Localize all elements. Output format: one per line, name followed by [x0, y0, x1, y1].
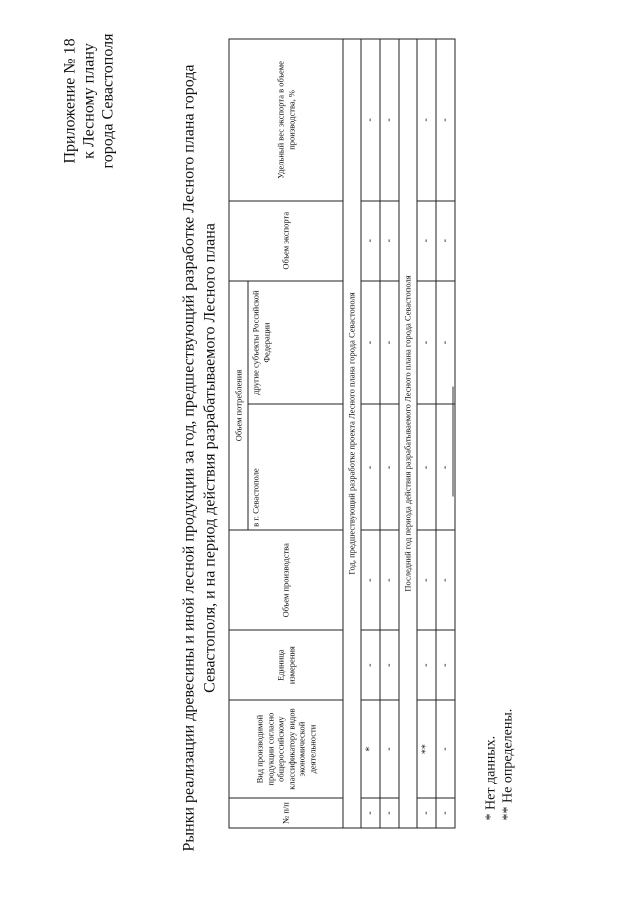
- table-cell: -: [380, 39, 399, 201]
- header-export: Объем экспорта: [229, 201, 343, 281]
- footnotes: [483, 709, 517, 821]
- table-cell: -: [380, 530, 399, 630]
- title-line-1: Рынки реализации древесины и иной лесной продукции за год, предшествующий разработке Лесного плана города: [180, 64, 198, 852]
- appendix-header: [61, 34, 118, 169]
- table-cell: -: [436, 201, 455, 281]
- document-title: [179, 30, 221, 887]
- table-cell: -: [417, 798, 436, 828]
- table-row: [380, 39, 399, 828]
- rotated-sheet: [1, 0, 640, 917]
- table-cell: -: [361, 39, 380, 201]
- table-row: [361, 39, 380, 828]
- table-cell: -: [436, 530, 455, 630]
- table-cell: -: [417, 39, 436, 201]
- table-cell: **: [417, 700, 436, 798]
- market-table: [229, 39, 456, 829]
- table-cell: -: [417, 281, 436, 405]
- appendix-line-1: Приложение № 18: [61, 38, 79, 164]
- header-row-1: [229, 39, 248, 828]
- section-row-2: [399, 39, 417, 828]
- separator-line: [453, 387, 454, 497]
- table-cell: -: [436, 798, 455, 828]
- table-cell: -: [436, 630, 455, 700]
- title-line-2: Севастополя, и на период действия разрабатываемого Лесного плана: [201, 223, 219, 693]
- header-production: Объем производства: [229, 530, 343, 630]
- section-title-2: Последний год периода действия разрабатываемого Лесного плана города Севастополя: [399, 39, 417, 828]
- table-cell: -: [361, 201, 380, 281]
- table-cell: -: [436, 700, 455, 798]
- table-cell: -: [436, 405, 455, 531]
- header-product: Вид производимой продукции согласно общероссийскому классификатору видов экономической деятельности: [229, 700, 343, 798]
- table-cell: -: [436, 39, 455, 201]
- header-unit: Единица измерения: [229, 630, 343, 700]
- header-consumption-other: другие субъекты Российской Федерации: [248, 281, 343, 405]
- section-title-1: Год, предшествующий разработке проекта Лесного плана города Севастополя: [343, 39, 361, 828]
- table-row: [417, 39, 436, 828]
- appendix-line-3: города Севастополя: [99, 33, 117, 169]
- footnote-1: * Нет данных.: [483, 735, 499, 821]
- appendix-line-2: к Лесному плану: [80, 43, 98, 159]
- header-export-share: Удельный вес экспорта в объеме производства, %: [229, 39, 343, 201]
- table-cell: -: [417, 530, 436, 630]
- table-cell: -: [380, 630, 399, 700]
- table-cell: -: [361, 530, 380, 630]
- table-cell: -: [417, 405, 436, 531]
- table-cell: -: [380, 281, 399, 405]
- header-num: № п/п: [229, 798, 343, 828]
- table-cell: *: [361, 700, 380, 798]
- table-cell: -: [380, 201, 399, 281]
- table-cell: -: [361, 405, 380, 531]
- footnote-2: ** Не определены.: [500, 708, 516, 821]
- table-cell: -: [436, 281, 455, 405]
- table-cell: -: [361, 630, 380, 700]
- table-cell: -: [380, 798, 399, 828]
- table-cell: -: [417, 201, 436, 281]
- table-cell: -: [361, 798, 380, 828]
- header-consumption-sevastopol: в г. Севастополе: [248, 405, 343, 531]
- table-cell: -: [380, 405, 399, 531]
- table-cell: -: [417, 630, 436, 700]
- table-cell: -: [361, 281, 380, 405]
- header-consumption: Объем потребления: [229, 281, 248, 531]
- table-cell: -: [380, 700, 399, 798]
- section-row-1: [343, 39, 361, 828]
